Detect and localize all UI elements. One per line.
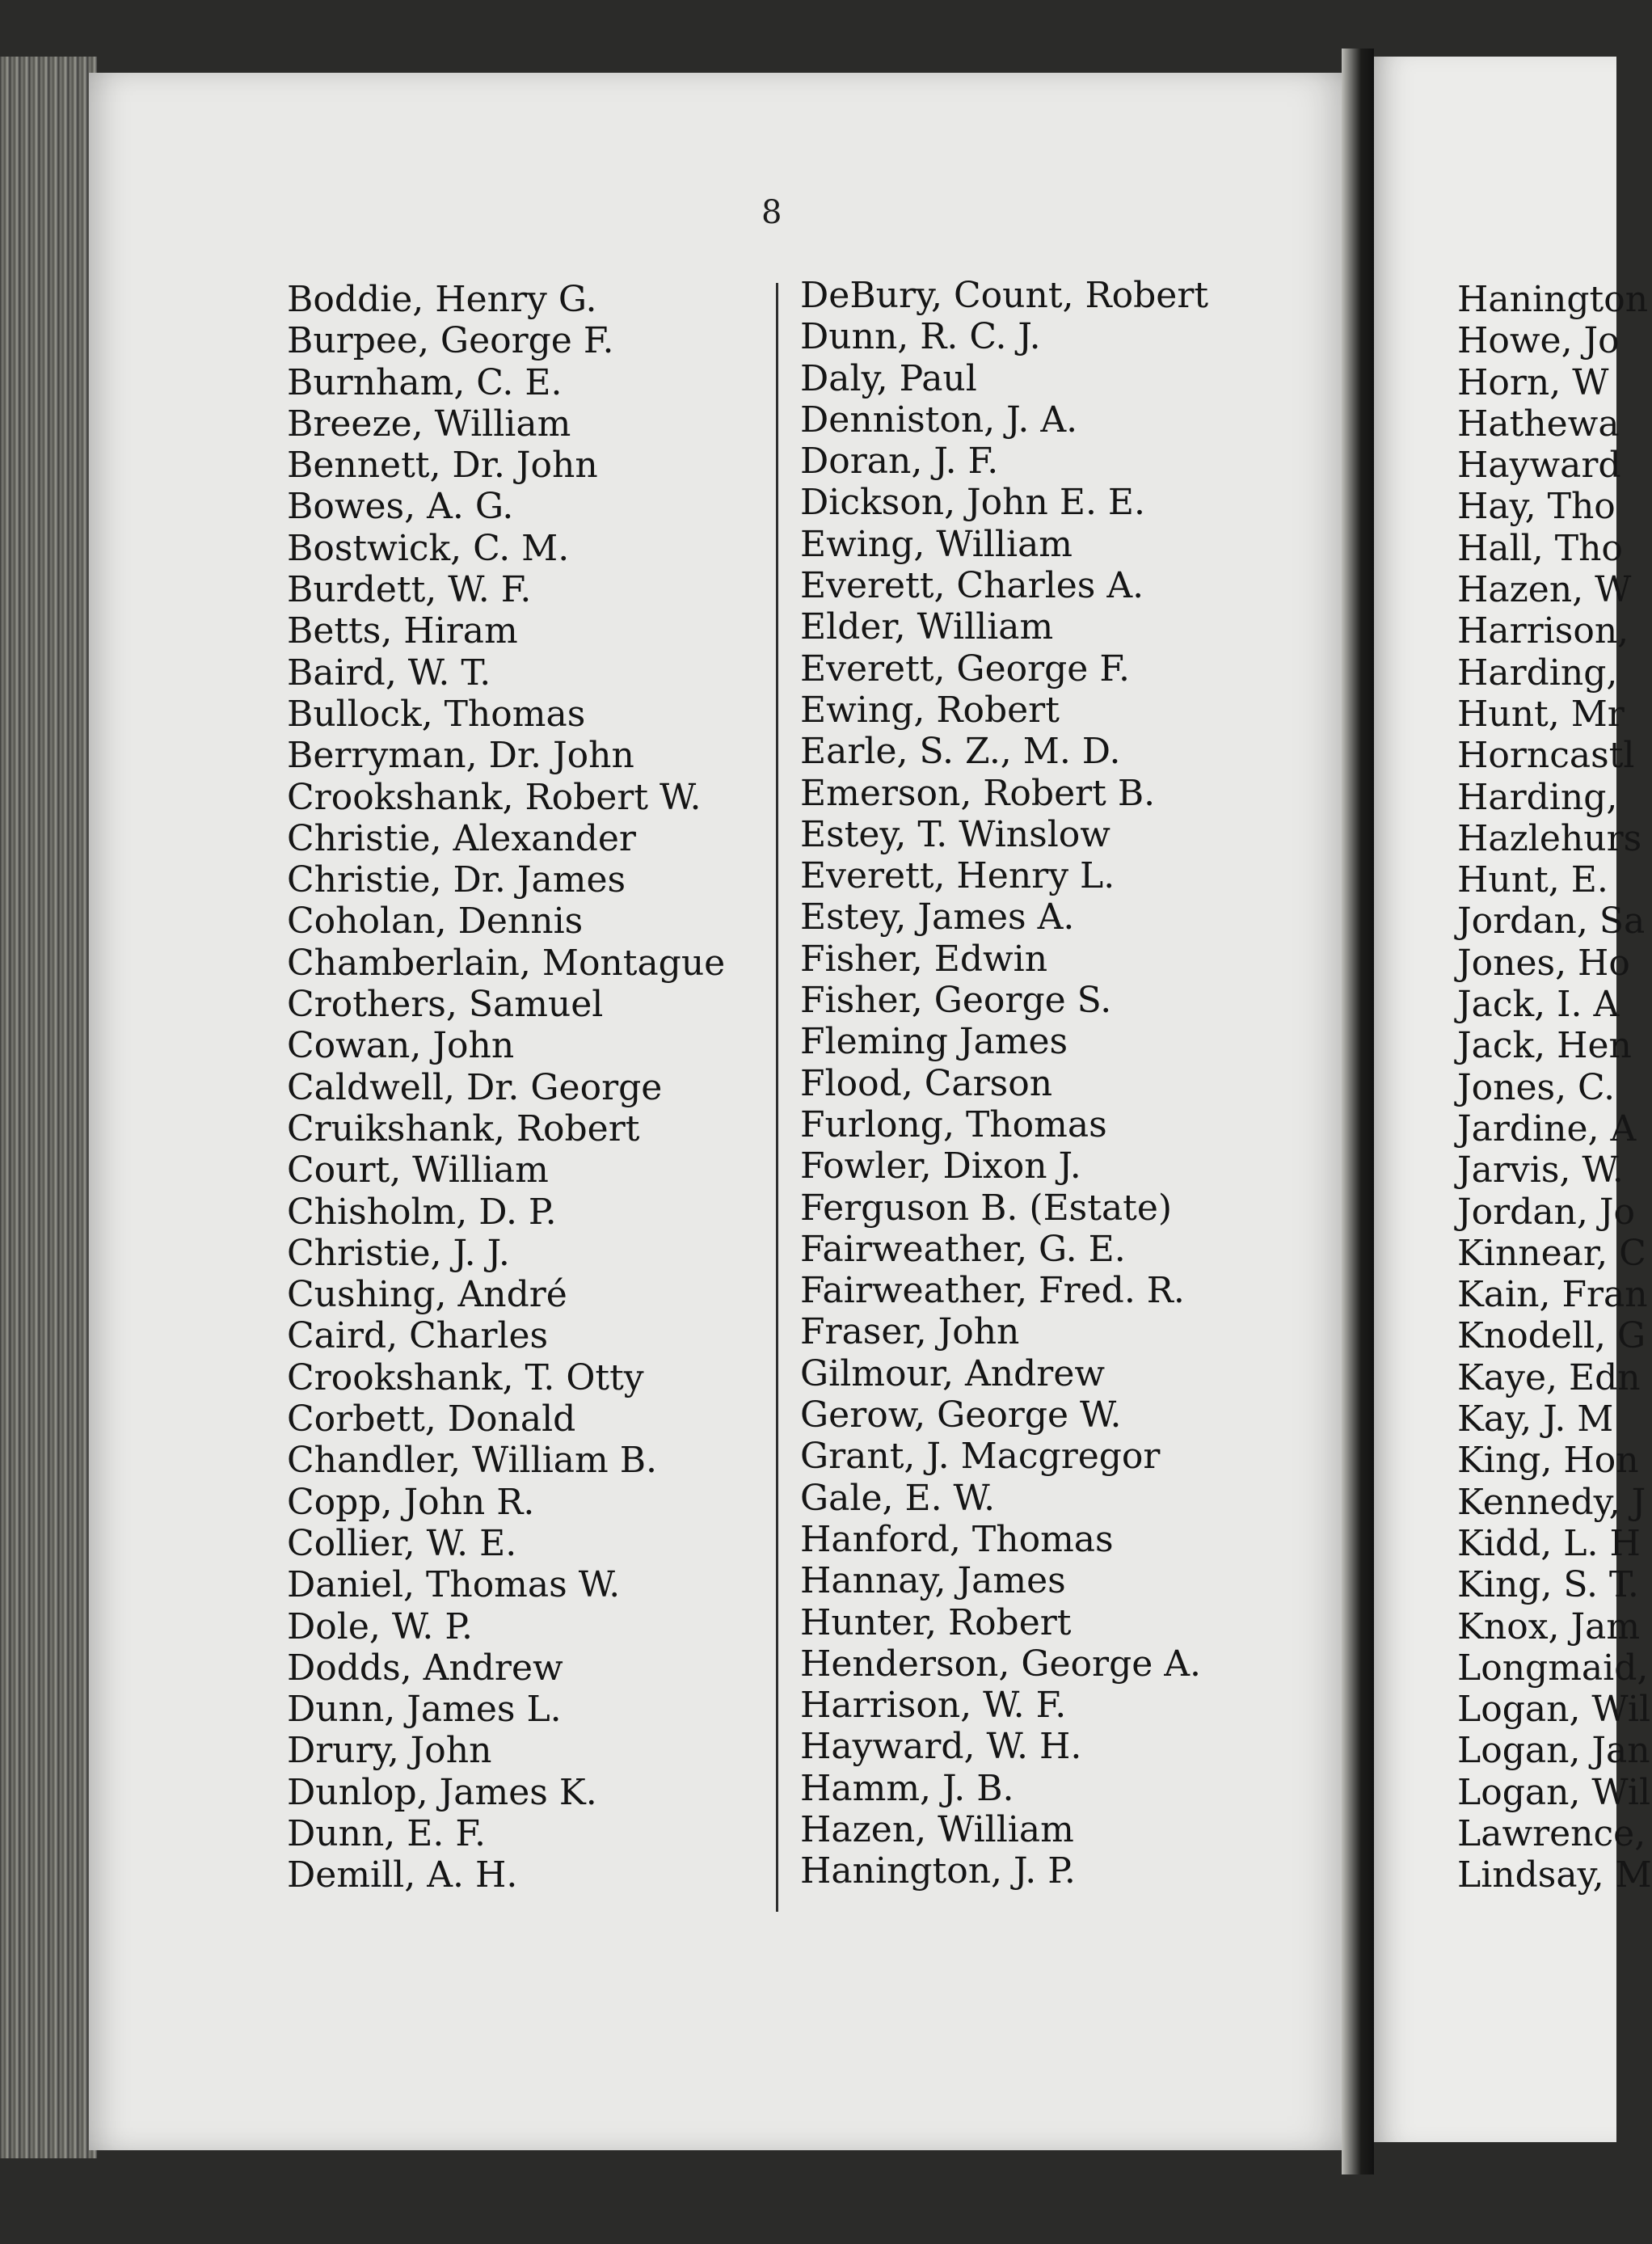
list-item: Dodds, Andrew (287, 1647, 563, 1689)
list-item: Caldwell, Dr. George (287, 1066, 663, 1108)
list-item: Harrison, W. F. (800, 1685, 1067, 1727)
list-item: Hazlehurs (1457, 817, 1642, 859)
list-item: Hayward (1457, 445, 1621, 487)
list-item: Fairweather, G. E. (800, 1228, 1126, 1270)
list-item: Christie, J. J. (287, 1232, 510, 1274)
list-item: Fleming James (800, 1021, 1068, 1063)
name-column-2 (800, 275, 1208, 1892)
list-item: Knox, Jam (1457, 1605, 1641, 1647)
list-item: Bowes, A. G. (287, 486, 514, 528)
list-item: Earle, S. Z., M. D. (800, 731, 1121, 773)
list-item: Jack, Hen (1457, 1025, 1632, 1067)
list-item: Jordan, Jo (1457, 1191, 1635, 1233)
list-item: Estey, T. Winslow (800, 813, 1110, 855)
list-item: Crothers, Samuel (287, 984, 604, 1026)
page-number: 8 (761, 194, 782, 231)
list-item: Harrison, (1457, 610, 1629, 652)
list-item: Dickson, John E. E. (800, 482, 1146, 524)
list-item: Daly, Paul (800, 357, 977, 399)
list-item: Christie, Alexander (287, 817, 636, 859)
list-item: Harding, (1457, 776, 1618, 818)
list-item: Hannay, James (800, 1560, 1066, 1602)
list-item: Fisher, George S. (800, 980, 1112, 1022)
list-item: Bullock, Thomas (287, 693, 586, 735)
list-item: Burnham, C. E. (287, 361, 563, 403)
list-item: Chandler, William B. (287, 1440, 658, 1482)
list-item: Caird, Charles (287, 1315, 549, 1357)
list-item: Logan, Wil (1457, 1689, 1651, 1731)
list-item: Fisher, Edwin (800, 938, 1048, 980)
list-item: Horn, W (1457, 361, 1609, 403)
list-item: Hayward, W. H. (800, 1726, 1082, 1768)
list-item: Hall, Tho (1457, 527, 1623, 569)
list-item: Kinnear, C (1457, 1232, 1646, 1274)
list-item: Hanford, Thomas (800, 1518, 1114, 1560)
list-item: Lindsay, M (1457, 1854, 1652, 1896)
list-item: Fairweather, Fred. R. (800, 1270, 1185, 1312)
book-gutter (1342, 49, 1374, 2174)
list-item: Bennett, Dr. John (287, 445, 598, 487)
list-item: Drury, John (287, 1730, 492, 1772)
list-item: Cruikshank, Robert (287, 1107, 640, 1149)
list-item: Jack, I. A (1457, 984, 1620, 1026)
list-item: DeBury, Count, Robert (800, 275, 1209, 316)
list-item: Berryman, Dr. John (287, 735, 634, 777)
list-item: Ferguson B. (Estate) (800, 1187, 1173, 1229)
list-item: Christie, Dr. James (287, 859, 626, 901)
list-item: Lawrence, (1457, 1812, 1646, 1854)
list-item: Kay, J. M (1457, 1398, 1614, 1440)
list-item: Emerson, Robert B. (800, 772, 1156, 814)
list-item: Everett, Charles A. (800, 565, 1144, 607)
list-item: Jordan, Sa (1457, 901, 1646, 943)
list-item: Hazen, William (800, 1808, 1074, 1850)
list-item: Knodell, G (1457, 1315, 1646, 1357)
list-item: Dunn, James L. (287, 1689, 562, 1731)
list-item: Court, William (287, 1149, 549, 1192)
list-item: Flood, Carson (800, 1062, 1053, 1104)
book-page-edges (0, 57, 97, 2158)
list-item: Fraser, John (800, 1311, 1020, 1353)
list-item: Jones, Ho (1457, 942, 1630, 984)
list-item: Hunter, Robert (800, 1601, 1072, 1643)
list-item: Breeze, William (287, 403, 571, 445)
list-item: Gale, E. W. (800, 1477, 996, 1519)
list-item: Boddie, Henry G. (287, 279, 597, 320)
list-item: Hathewa (1457, 403, 1620, 445)
list-item: Baird, W. T. (287, 652, 491, 694)
list-item: Kidd, L. H (1457, 1522, 1641, 1564)
list-item: Hanington, J. P. (800, 1850, 1076, 1892)
list-item: Longmaid, (1457, 1647, 1649, 1689)
list-item: Hamm, J. B. (800, 1767, 1014, 1809)
list-item: Hanington (1457, 279, 1649, 320)
column-divider (776, 283, 778, 1912)
list-item: Furlong, Thomas (800, 1103, 1107, 1145)
list-item: Collier, W. E. (287, 1522, 517, 1564)
list-item: Henderson, George A. (800, 1643, 1202, 1685)
list-item: Doran, J. F. (800, 441, 999, 483)
list-item: Horncastl (1457, 735, 1635, 777)
list-item: Daniel, Thomas W. (287, 1564, 621, 1606)
list-item: Bostwick, C. M. (287, 527, 570, 569)
list-item: Chisholm, D. P. (287, 1191, 557, 1233)
list-item: Denniston, J. A. (800, 399, 1078, 441)
list-item: Gerow, George W. (800, 1394, 1122, 1436)
list-item: Jarvis, W. (1457, 1149, 1624, 1192)
list-item: Grant, J. Macgregor (800, 1436, 1161, 1478)
list-item: Hunt, Mr (1457, 693, 1625, 735)
list-item: Hunt, E. (1457, 859, 1608, 901)
list-item: Hay, Tho (1457, 486, 1616, 528)
list-item: Cowan, John (287, 1025, 515, 1067)
list-item: Kain, Fran (1457, 1274, 1648, 1316)
list-item: Kaye, Edn (1457, 1356, 1641, 1398)
list-item: Ewing, Robert (800, 689, 1060, 731)
list-item: Burdett, W. F. (287, 569, 532, 611)
list-item: Elder, William (800, 606, 1054, 648)
list-item: Dunn, R. C. J. (800, 316, 1041, 358)
list-item: Demill, A. H. (287, 1854, 518, 1896)
list-item: Jones, C. (1457, 1066, 1616, 1108)
list-item: Gilmour, Andrew (800, 1352, 1106, 1394)
list-item: King, Hon (1457, 1440, 1639, 1482)
list-item: Copp, John R. (287, 1481, 535, 1523)
list-item: Kennedy, J (1457, 1481, 1646, 1523)
list-item: Howe, Jo (1457, 320, 1620, 362)
list-item: Betts, Hiram (287, 610, 518, 652)
name-column-3 (1457, 279, 1652, 1896)
list-item: Dunlop, James K. (287, 1771, 597, 1813)
list-item: Coholan, Dennis (287, 901, 584, 943)
list-item: Fowler, Dixon J. (800, 1145, 1081, 1187)
list-item: Ewing, William (800, 523, 1073, 565)
list-item: King, S. T. (1457, 1564, 1639, 1606)
list-item: Corbett, Donald (287, 1398, 576, 1440)
list-item: Everett, George F. (800, 647, 1130, 690)
list-item: Chamberlain, Montague (287, 942, 726, 984)
list-item: Burpee, George F. (287, 320, 614, 362)
list-item: Dole, W. P. (287, 1605, 474, 1647)
list-item: Logan, Jan (1457, 1730, 1650, 1772)
list-item: Cushing, André (287, 1274, 567, 1316)
list-item: Crookshank, T. Otty (287, 1356, 644, 1398)
list-item: Hazen, W (1457, 569, 1632, 611)
list-item: Crookshank, Robert W. (287, 776, 702, 818)
list-item: Estey, James A. (800, 896, 1075, 939)
list-item: Harding, (1457, 652, 1618, 694)
list-item: Logan, Wil (1457, 1771, 1651, 1813)
list-item: Dunn, E. F. (287, 1812, 487, 1854)
name-column-1 (287, 279, 725, 1896)
list-item: Jardine, A (1457, 1107, 1637, 1149)
list-item: Everett, Henry L. (800, 855, 1115, 897)
